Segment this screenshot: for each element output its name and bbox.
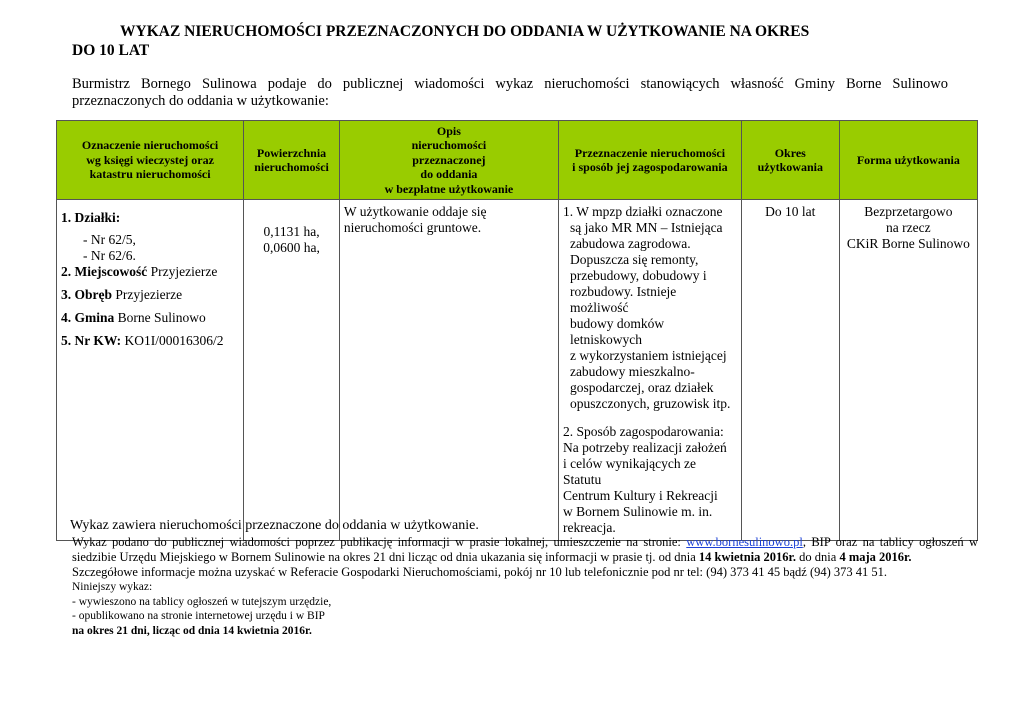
notice-line: - opublikowano na stronie internetowej urzędu i w BIP (72, 610, 325, 622)
header-area (244, 121, 340, 200)
notice-line: - wywieszono na tablicy ogłoszeń w tutejszym urzędzie, (72, 595, 332, 608)
cell-description (339, 200, 558, 541)
purpose-line: Dopuszcza się remonty, (569, 252, 699, 267)
purpose-line: rekreacja. (562, 520, 616, 535)
footer-notes (72, 535, 978, 638)
cell-area (244, 200, 340, 541)
header-text: przeznaczonej (412, 152, 486, 167)
purpose-line: Centrum Kultury i Rekreacji (562, 488, 718, 503)
notice-period: na okres 21 dni, licząc od dnia 14 kwietnia 2016r. (72, 624, 312, 637)
purpose-line: zabudowy mieszkalno- (569, 364, 695, 379)
website-link[interactable]: www.bornesulinowo.pl (686, 535, 803, 549)
form-line: Bezprzetargowo (864, 204, 953, 219)
header-description (339, 121, 558, 200)
cell-form (839, 200, 977, 541)
header-text: wg księgi wieczystej oraz (86, 152, 214, 167)
header-form (839, 121, 977, 200)
description-line: nieruchomości gruntowe. (343, 220, 482, 235)
description-line: W użytkowanie oddaje się (343, 204, 487, 219)
header-text: Oznaczenie nieruchomości (81, 138, 219, 153)
header-text: Forma użytkowania (856, 152, 960, 167)
purpose-line: opuszczonych, gruzowisk itp. (569, 396, 731, 411)
form-line: na rzecz (886, 220, 931, 235)
header-text: i sposób jej zagospodarowania (572, 160, 728, 174)
area-value: 0,0600 ha, (263, 240, 320, 255)
footer-summary: Wykaz zawiera nieruchomości przeznaczone do oddania w użytkowanie. (70, 518, 479, 533)
header-text: nieruchomości (254, 160, 329, 174)
purpose-line: Na potrzeby realizacji założeń (562, 440, 727, 455)
kw-label: 5. Nr KW: (61, 333, 122, 348)
notice-line: Niniejszy wykaz: (72, 581, 153, 593)
property-table (56, 120, 978, 541)
header-text: nieruchomości (411, 138, 487, 153)
document-title (72, 22, 952, 60)
cell-period (741, 200, 839, 541)
header-period (741, 121, 839, 200)
header-text: Okres (774, 145, 806, 160)
intro-paragraph: Burmistrz Bornego Sulinowa podaje do publicznej wiadomości wykaz nieruchomości stanowiących własność Gminy Borne Sulinowo przeznaczonych do oddania w użytkowanie: (72, 76, 948, 109)
commune-value: Borne Sulinowo (114, 310, 206, 325)
precinct-label: 3. Obręb (61, 287, 113, 302)
purpose-line: i celów wynikających ze Statutu (562, 456, 697, 487)
header-text: Powierzchnia (256, 145, 327, 160)
title-line-2: DO 10 LAT (72, 42, 150, 59)
period-value: Do 10 lat (765, 204, 816, 219)
precinct-value: Przyjezierze (112, 287, 183, 302)
header-text: do oddania (420, 167, 478, 182)
publication-paragraph (72, 535, 978, 565)
cell-designation (57, 200, 244, 541)
kw-value: KO1I/00016306/2 (121, 333, 224, 348)
plot-number: - Nr 62/5, (83, 232, 136, 247)
header-purpose (558, 121, 741, 200)
contact-info: Szczegółowe informacje można uzyskać w Referacie Gospodarki Nieruchomościami, pokój nr 10 lub telefonicznie pod nr tel: (94) 373 41 45 bądź (94) 373 41 51. (72, 565, 888, 579)
plot-number: - Nr 62/6. (83, 248, 136, 263)
area-value: 0,1131 ha, (263, 224, 320, 239)
header-designation (57, 121, 244, 200)
purpose-line: z wykorzystaniem istniejącej (569, 348, 727, 363)
header-text: użytkowania (757, 160, 823, 174)
purpose-line: zabudowa zagrodowa. (569, 236, 691, 251)
purpose-line: budowy domków letniskowych (569, 316, 665, 347)
publication-text: Wykaz podano do publicznej wiadomości poprzez publikację informacji w prasie lokalnej, umieszczenie na stronie: (72, 535, 687, 549)
purpose-line: rozbudowy. Istnieje możliwość (569, 284, 677, 315)
purpose-line: gospodarczej, oraz działek (569, 380, 714, 395)
publication-text: do dnia (796, 550, 840, 564)
purpose-line: 2. Sposób zagospodarowania: (562, 424, 724, 439)
plots-label: 1. Działki: (61, 210, 121, 225)
table-header-row (57, 121, 978, 200)
end-date: 4 maja 2016r. (839, 550, 912, 564)
purpose-line: są jako MR MN – Istniejąca (569, 220, 723, 235)
title-line-1: WYKAZ NIERUCHOMOŚCI PRZEZNACZONYCH DO ODDANIA W UŻYTKOWANIE NA OKRES (120, 23, 810, 40)
publication-text: , BIP oraz na tablicy ogłoszeń w siedzibie Urzędu Miejskiego w Bornem Sulinowie na okres 21 dni licząc od dnia ukazania się informacji w prasie tj. od dnia (72, 535, 978, 564)
locality-label: 2. Miejscowość (61, 264, 148, 279)
table-row (57, 200, 978, 541)
start-date: 14 kwietnia 2016r. (698, 550, 797, 564)
purpose-line: przebudowy, dobudowy i (569, 268, 707, 283)
cell-purpose (558, 200, 741, 541)
purpose-line: 1. W mpzp działki oznaczone (562, 204, 723, 219)
commune-label: 4. Gmina (61, 310, 115, 325)
header-text: Opis (436, 123, 461, 138)
form-line: CKiR Borne Sulinowo (846, 236, 970, 251)
locality-value: Przyjezierze (147, 264, 218, 279)
purpose-line: w Bornem Sulinowie m. in. (562, 504, 713, 519)
header-text: Przeznaczenie nieruchomości (574, 145, 726, 160)
header-text: w bezpłatne użytkowanie (384, 181, 514, 196)
header-text: katastru nieruchomości (89, 167, 211, 182)
